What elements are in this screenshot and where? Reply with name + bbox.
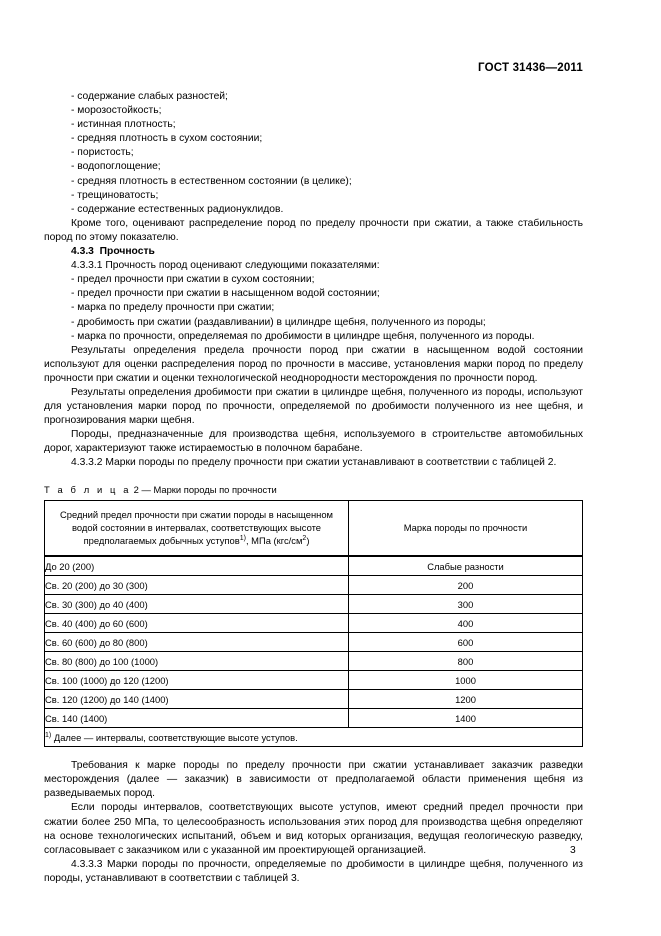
list-item: - трещиноватость;	[71, 189, 159, 201]
strength-indicators-list	[44, 273, 583, 343]
properties-list	[44, 90, 583, 217]
clause-4-3-3-2: 4.3.3.2 Марки породы по пределу прочности при сжатии устанавливают в соответствии с таблицей 2.	[71, 457, 557, 469]
list-item: - марка по пределу прочности при сжатии;	[71, 302, 275, 314]
paragraph-results-strength: Результаты определения предела прочности пород при сжатии в насыщенном водой состоянии используют для оценки распределения пород по прочности в массиве, установления марки пород по пределу прочности при сжатии и оценки технологической неоднородности месторождения по прочности пород.	[44, 344, 583, 384]
list-item: - предел прочности при сжатии в насыщенном водой состоянии;	[71, 288, 380, 300]
cell-interval: Св. 120 (1200) до 140 (1400)	[45, 690, 349, 709]
cell-mark: 800	[349, 652, 583, 671]
paragraph-results-crushability: Результаты определения дробимости при сжатии в цилиндре щебня, полученного из породы, используют для установления марки пород по прочности, определяемой по дробимости полученного из нее щебня, и прогнозирования марки щебня.	[44, 386, 583, 427]
paragraph-moreover: Кроме того, оценивают распределение пород по пределу прочности при сжатии, а также стабильность пород по этому показателю.	[44, 217, 583, 243]
footnote-marker: 1)	[45, 731, 52, 739]
table-caption-number: 2	[133, 483, 139, 495]
list-item: - средняя плотность в естественном состоянии (в целике);	[71, 175, 352, 187]
column-header-interval	[45, 500, 349, 556]
list-item: - содержание слабых разностей;	[71, 91, 228, 102]
table-row	[45, 652, 583, 671]
list-item: - пористость;	[71, 147, 134, 159]
cell-mark: 300	[349, 595, 583, 614]
table-caption-dash: —	[141, 483, 151, 495]
cell-mark: 1400	[349, 709, 583, 728]
cell-interval: Св. 30 (300) до 40 (400)	[45, 595, 349, 614]
header-line-1: Средний предел прочности при сжатии породы в насыщенном	[60, 508, 333, 520]
table-2-caption	[44, 483, 583, 496]
list-item: - средняя плотность в сухом состоянии;	[71, 133, 263, 145]
table-body	[45, 556, 583, 747]
table-row	[45, 576, 583, 595]
section-title: Прочность	[99, 246, 155, 258]
table-head	[45, 500, 583, 556]
cell-mark: 400	[349, 614, 583, 633]
clause-4-3-3-3: 4.3.3.3 Марки породы по прочности, определяемые по дробимости в цилиндре щебня, полученного из породы, устанавливают в соответствии с таблицей 3.	[44, 858, 583, 884]
cell-mark: 600	[349, 633, 583, 652]
table-row	[45, 595, 583, 614]
cell-mark: 1000	[349, 671, 583, 690]
cell-interval: Св. 60 (600) до 80 (800)	[45, 633, 349, 652]
header-line-2: водой состоянии в интервалах, соответствующих высоте	[71, 521, 322, 533]
table-row	[45, 556, 583, 576]
paragraph-road-rocks: Породы, предназначенные для производства щебня, используемого в строительстве автомобильных дорог, характеризуют также истираемостью в полочном барабане.	[44, 429, 583, 455]
header-line-3b: , МПа (кгс/см	[245, 534, 303, 546]
table-row	[45, 671, 583, 690]
cell-interval: Св. 100 (1000) до 120 (1200)	[45, 671, 349, 690]
list-item: - водопоглощение;	[71, 161, 161, 173]
cell-mark: 1200	[349, 690, 583, 709]
cell-interval: Св. 40 (400) до 60 (600)	[45, 614, 349, 633]
footnote-marker: 1)	[239, 534, 246, 542]
table-row	[45, 690, 583, 709]
list-item: - содержание естественных радионуклидов.	[71, 203, 284, 215]
table-caption-label: Т а б л и ц а	[44, 483, 132, 495]
page-content	[44, 90, 583, 886]
document-standard-header: ГОСТ 31436—2011	[478, 62, 583, 74]
table-row	[45, 614, 583, 633]
list-item: - предел прочности при сжатии в сухом состоянии;	[71, 274, 315, 286]
list-item: - марка по прочности, определяемая по дробимости в цилиндре щебня, полученного из породы.	[71, 330, 535, 342]
list-item: - морозостойкость;	[71, 105, 162, 117]
cell-mark: Слабые разности	[349, 556, 583, 576]
table-header-row	[45, 500, 583, 556]
cell-interval: Св. 20 (200) до 30 (300)	[45, 576, 349, 595]
section-number: 4.3.3	[71, 246, 94, 258]
cell-interval: До 20 (200)	[45, 556, 349, 576]
table-caption-title: Марки породы по прочности	[153, 483, 277, 495]
paragraph-high-strength-rocks: Если породы интервалов, соответствующих высоте уступов, имеют средний предел прочности при сжатии более 250 МПа, то целесообразность использования этих пород для производства щебня определяют на основе технологических испытаний, объем и вид которых организация, ведущая геологическую разведку, согласовывает с заказчиком или с указанной им проектирующей организацией.	[44, 802, 583, 856]
header-line-3a: предполагаемых добычных уступов	[83, 534, 240, 546]
cell-interval: Св. 140 (1400)	[45, 709, 349, 728]
footnote-text: Далее — интервалы, соответствующие высоте уступов.	[53, 731, 298, 743]
paragraph-requirements: Требования к марке породы по пределу прочности при сжатии устанавливает заказчик разведки месторождения (далее — заказчик) в зависимости от предполагаемой области применения щебня из разведываемых пород.	[44, 760, 583, 800]
page-number: 3	[570, 845, 576, 856]
table-2-marks-by-strength	[44, 500, 583, 748]
column-header-mark: Марка породы по прочности	[349, 500, 583, 556]
cell-mark: 200	[349, 576, 583, 595]
list-item: - дробимость при сжатии (раздавливании) в цилиндре щебня, полученного из породы;	[71, 316, 486, 328]
section-heading-4-3-3	[44, 245, 583, 259]
list-item: - истинная плотность;	[71, 119, 176, 131]
header-line-3c: )	[306, 534, 310, 546]
table-row	[45, 709, 583, 728]
table-row	[45, 633, 583, 652]
cell-interval: Св. 80 (800) до 100 (1000)	[45, 652, 349, 671]
unit-exponent: 2	[302, 534, 307, 542]
clause-4-3-3-1: 4.3.3.1 Прочность пород оценивают следующими показателями:	[71, 260, 380, 272]
table-footnote-row	[45, 728, 583, 747]
cell-footnote	[45, 728, 583, 747]
